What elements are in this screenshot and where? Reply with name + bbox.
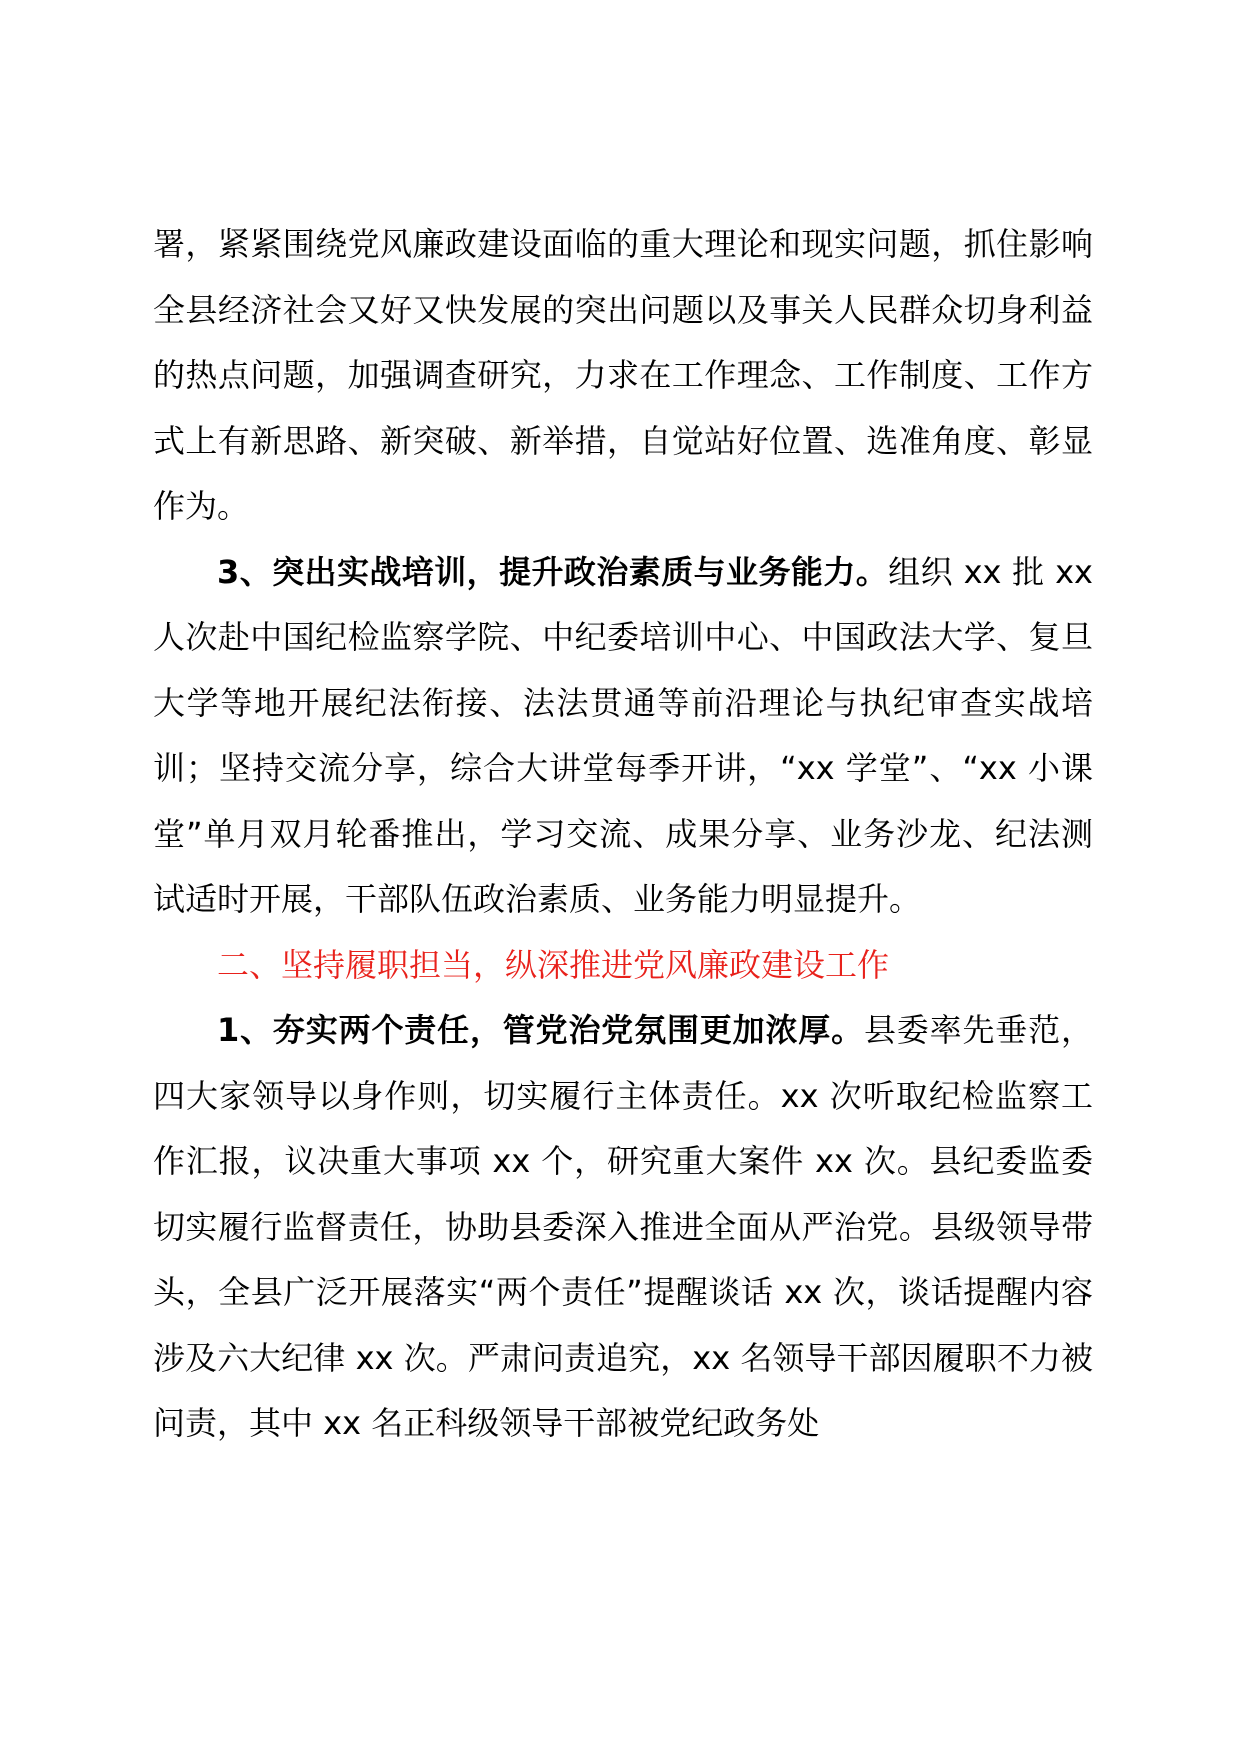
paragraph-lead-responsibility: 1、夯实两个责任，管党治党氛围更加浓厚。: [217, 1011, 864, 1049]
paragraph-responsibility: [153, 998, 1093, 1457]
paragraph-continuation: 署，紧紧围绕党风廉政建设面临的重大理论和现实问题，抓住影响全县经济社会又好又快发展的突出问题以及事关人民群众切身利益的热点问题，加强调查研究，力求在工作理念、工作制度、工作方式上有新思路、新突破、新举措，自觉站好位置、选准角度、彰显作为。: [153, 225, 1093, 525]
paragraph-body-training: 组织 xx 批 xx 人次赴中国纪检监察学院、中纪委培训中心、中国政法大学、复旦大学等地开展纪法衔接、法法贯通等前沿理论与执纪审查实战培训；坚持交流分享，综合大讲堂每季开讲，“xx 学堂”、“xx 小课堂”单月双月轮番推出，学习交流、成果分享、业务沙龙、纪法测试适时开展，干部队伍政治素质、业务能力明显提升。: [153, 552, 1093, 918]
paragraph-body-responsibility: 县委率先垂范，四大家领导以身作则，切实履行主体责任。xx 次听取纪检监察工作汇报，议决重大事项 xx 个，研究重大案件 xx 次。县纪委监委切实履行监督责任，协助县委深入推进全面从严治党。县级领导带头，全县广泛开展落实“两个责任”提醒谈话 xx 次，谈话提醒内容涉及六大纪律 xx 次。严肃问责追究，xx 名领导干部因履职不力被问责，其中 xx 名正科级领导干部被党纪政务处: [153, 1011, 1093, 1442]
document-body: [153, 212, 1093, 1457]
paragraph-training: [153, 540, 1093, 933]
section-heading-2: 二、坚持履职担当，纵深推进党风廉政建设工作: [217, 945, 890, 984]
paragraph-lead-training: 3、突出实战培训，提升政治素质与业务能力。: [217, 552, 889, 591]
